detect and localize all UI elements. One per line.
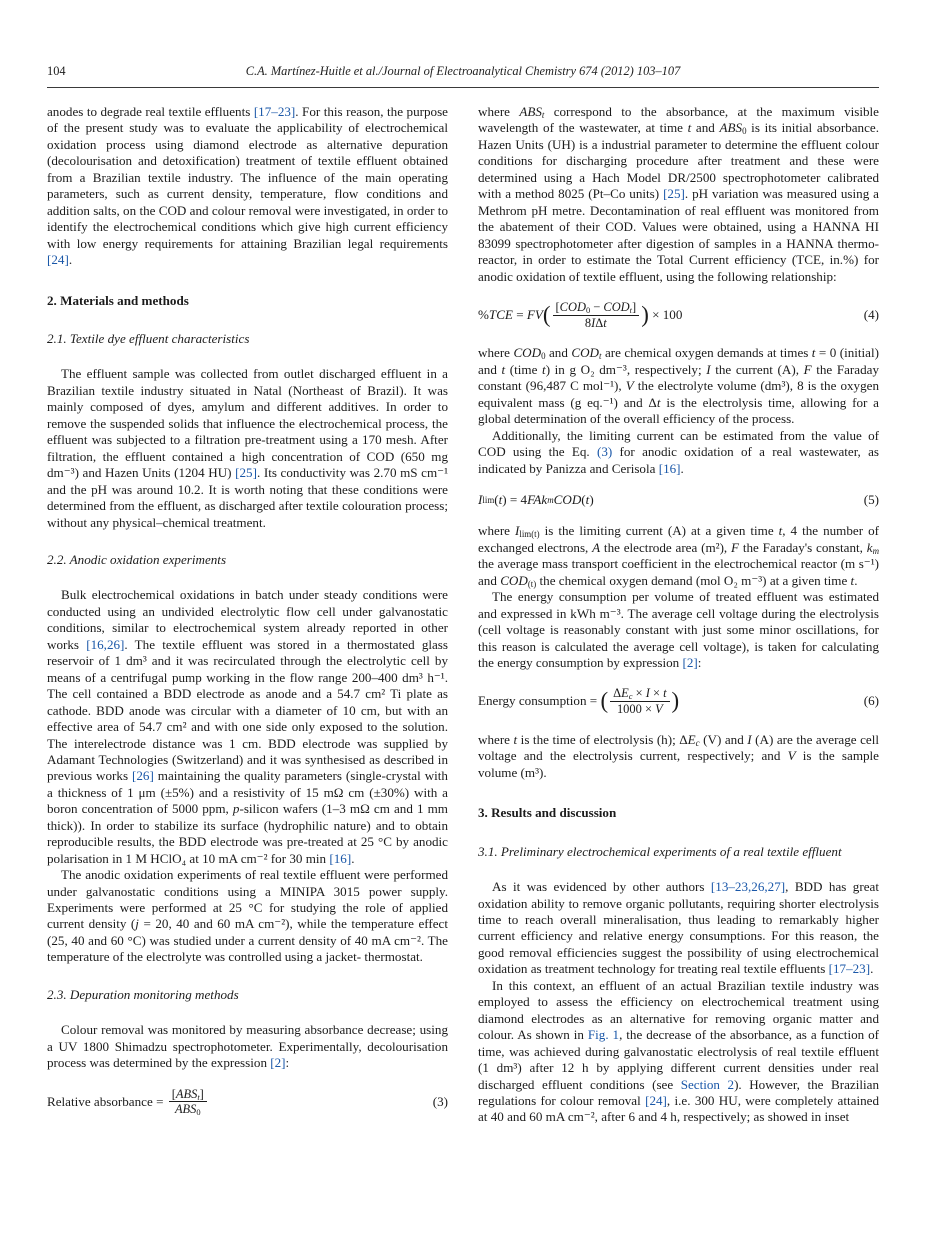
text-run: where [478,104,520,119]
text-run: FV [526,306,543,322]
subsection-heading: 2.3. Depuration monitoring methods [47,986,239,1002]
text-run: t [629,304,633,315]
text-run: t [656,394,661,410]
text-run: is its initial absorbance. Hazen Units (UH) is a industrial parameter to determine the effluent colour conditions for discharging procedure after treatment and these were determined using a Hach Model DR/2500 spectrophotometer calibrated with a method 8025 (Pt–Co units) [478,120,879,202]
text-run: (V) and [699,731,748,747]
text-run: the Faraday constant (96,487 C mol⁻¹), [478,361,879,394]
text-run: − [590,299,604,314]
text-run: c [628,691,633,702]
text-run: . [870,961,874,977]
text-run: E [621,686,629,701]
equation [478,686,879,716]
citation-link[interactable]: Section 2 [680,1076,735,1092]
text-run: , the decrease of the absorbance, as a function of time, was achieved during galvanostatic electrolysis of real textile effluent (1 dm³) after 12 h by applying different current densities under real discharged effluent conditions (see [478,1027,879,1092]
text-run: the electrode area (m²), [600,539,732,555]
paragraph [478,978,879,1126]
citation-link[interactable]: [13–23,26,27] [710,879,786,895]
text-run: ] [632,299,637,314]
text-run: m [872,545,879,556]
paragraph [478,589,879,671]
citation-link[interactable]: (3) [596,444,613,460]
text-run: t [687,120,692,136]
text-run: I [706,361,711,377]
paragraph [478,523,879,589]
text-run: is the time of electrolysis (h); Δ [517,731,688,747]
text-run: anodes to degrade real textile effluents [47,104,254,119]
fraction [553,300,640,330]
text-run: ). However, the Brazilian regulations for colour removal [478,1076,879,1108]
text-run: . [854,572,858,588]
text-run: t [498,491,503,507]
equation-number: (6) [863,693,879,709]
text-run: -silicon wafers (1–3 mΩ cm and 1 mm thick)). In order to stabilize its surface (hydrophilic nature) and to obtain reproducible results, the BDD electrode was pre-treated at 25 °C by anodic polarisation in 1 M HClO₄ at 10 mA cm⁻² for 30 min [47,801,448,866]
text-run: COD [571,345,600,361]
page-header [47,64,879,79]
text-run: . [680,460,684,476]
text-run: COD [603,299,630,314]
text-run: t [850,572,855,588]
text-run: where [478,731,514,747]
equation-body [478,300,682,330]
text-run: I [747,731,752,747]
text-run: for anodic oxidation of a real wastewater, as indicated by Panizza and Cerisola [478,444,880,476]
text-run: Additionally, the limiting current can be estimated from the value of COD using the Eq. [478,427,879,460]
text-run: 0 [541,351,546,362]
text-run: and [691,120,720,136]
text-run: is the electrolysis time, allowing for a global determination of the overall efficiency of the process. [478,394,879,427]
text-run: t [197,1091,200,1102]
equation-number: (5) [863,491,879,507]
text-run: I [591,315,596,330]
subsection-heading: 3.1. Preliminary electrochemical experiments of a real textile effluent [478,843,842,859]
text-run: where [478,523,515,539]
text-run: ABS [175,1086,198,1101]
section-heading: 3. Results and discussion [478,805,617,821]
citation-link[interactable]: [26] [131,768,154,784]
text-run: , i.e. 300 HU, were completely attained at 40 and 60 mA cm⁻², after 6 and 4 h, respectively; as showed in inset [478,1092,879,1125]
text-run: the current (A), [710,361,804,377]
text-run: t [599,351,602,362]
text-run: c [695,737,700,748]
paragraph [47,867,448,966]
paragraph [478,428,879,477]
citation-link[interactable]: [16] [658,460,681,476]
text-run: Δ [595,315,604,330]
text-run: t [541,109,545,120]
text-run: t [513,731,518,747]
text-run: FAk [527,491,548,507]
text-run: = [512,306,527,322]
text-run: I [514,523,520,539]
text-run: % [478,306,489,322]
text-run: E [687,731,696,747]
text-run: t [663,686,667,701]
text-run: 0 [196,1107,201,1118]
text-run: t [542,361,546,377]
text-run: The energy consumption per volume of treated effluent was estimated and expressed in kWh m⁻³. The average cell voltage during the electrolysis (cell voltage is reasonably constant with just some minor oscillations, for this reason is calculated the average cell voltage), is taken for calculating the energy consumption by expression [478,589,879,671]
two-column-body [47,104,879,1132]
subsection-heading: 2.1. Textile dye effluent characteristics [47,330,250,346]
text-run: COD [513,345,542,361]
text-run: t [501,361,506,377]
text-run: is the sample volume (m³). [478,748,879,780]
equation-number: (3) [432,1093,448,1109]
citation-link[interactable]: [17–23] [828,961,871,977]
citation-link[interactable]: [16,26] [86,636,125,652]
text-run: A [592,539,601,555]
text-run: (time [505,361,543,377]
text-run: t [778,523,783,539]
equation [47,1087,448,1117]
text-run: ) [671,688,680,714]
fraction [169,1087,207,1117]
text-run: COD [553,491,582,507]
paragraph [47,1022,448,1071]
text-run: . [68,252,73,268]
text-run: ) in g O₂ dm⁻³, respectively; [545,361,707,377]
equation [478,492,879,508]
text-run: ( [494,491,499,507]
text-run: In this context, an effluent of an actual Brazilian textile industry was employed to assess the efficiency on electrochemical treatment using diamond electrodes as an alternative for removing organic matter and colour. As shown in [478,977,879,1043]
paragraph [478,104,879,285]
text-run: (t) [527,578,537,589]
text-run: are chemical oxygen demands at times [601,345,812,361]
text-run: . Its conductivity was 2.70 mS cm⁻¹ and the pH was around 10.2. It is worth noting that these conditions were determined from the effluent, as discharged after textile colouration process; without any physical–chemical treatment. [47,465,449,530]
text-run: 0 [585,304,591,315]
paragraph [478,732,879,781]
text-run: The effluent sample was collected from outlet discharged effluent in a Brazilian textile industry situated in Natal (Northeast of Brazil). It was mainly composed of dyes, amylum and different additives. In order to remove the suspended solids that influence the electrochemical process, the effluent was subjected to a filtration pre-treatment using a 170 mesh. After filtration, the effluent contained a high concentration of COD (650 mg dm⁻³) and Hazen Units (1204 HU) [47,366,448,481]
text-run: The anodic oxidation experiments of real textile effluent were performed under galvanostatic conditions using a MINIPA 3015 power supply. Experiments were performed at 25 °C for studying the role of applied current density ( [47,867,448,932]
text-run: t [603,315,607,330]
citation-link[interactable]: [24] [645,1092,667,1108]
text-run: Relative absorbance = [47,1093,167,1109]
citation-link[interactable]: [25] [663,186,685,202]
equation-body: I lim ( t ) = 4 FAk m COD ( t ) [478,491,594,507]
text-run: ) = 4 [502,491,528,507]
text-run: p [232,801,240,817]
text-run: ( [581,491,586,507]
text-run: V [655,702,663,717]
text-run: As it was evidenced by other authors [492,879,711,895]
text-run: Energy consumption = [478,693,601,709]
text-run: t [811,345,816,361]
left-column [47,104,448,1132]
text-run: I [478,491,483,507]
text-run: : [697,655,702,671]
text-run: V [625,378,634,394]
text-run: I [645,686,650,701]
fraction [610,686,669,716]
citation-link[interactable]: [2] [682,655,698,671]
text-run: V [787,748,796,764]
text-run: . pH variation was measured using a Methrom pH metre. Decontamination of real effluent was monitored from the abatement of their COD. Values were obtained, using a HANNA HI 83099 spectrophotometer after digestion of samples in a HANNA thermo-reactor, in order to estimate the Total Current efficiency (TCE, in.%) for anodic oxidation of textile effluent, using the following relationship: [478,186,879,284]
text-run: : [285,1055,290,1071]
text-run: ABS [174,1102,197,1117]
text-run: t [585,491,590,507]
text-run: = 0 (initial) and [478,345,879,377]
right-column [478,104,879,1132]
text-run: COD [500,572,528,588]
text-run: . The textile effluent was stored in a thermostated glass reservoir of 1 dm³ and it was recirculated through the electrolytic cell by means of a centrifugal pump working in the flow range 200–400 dm³ h⁻¹. The cell contained a BDD electrode as anode and a 54.7 cm² Ti plate as cathode. BDD anode was circular with a diameter of 10 cm, but with an effective area of 54.7 cm² and with one side only exposed to the solution. The interelectrode distance was 1 cm. BDD electrode was supplied by Adamant Technologies (Switzerland) and it was synthesised as described in previous works [47,636,449,784]
text-run: 0 [742,126,747,137]
paragraph [47,587,448,867]
text-run: × 100 [648,306,683,322]
text-run: ( [542,301,551,327]
citation-link[interactable]: [24] [47,252,69,268]
subsection-heading: 2.2. Anodic oxidation experiments [47,551,227,567]
text-run: Colour removal was monitored by measuring absorbance decrease; using a UV 1800 Shimadzu spectrophotometer. Experimentally, decolourisation process was determined by the expression [47,1022,448,1071]
citation-link[interactable]: Fig. 1 [587,1027,620,1043]
page-number: 104 [47,64,66,78]
text-run: the electrolyte volume (dm³), 8 is the oxygen equivalent mass (g eq.⁻¹) and Δ [478,378,879,410]
text-run: ) [589,491,594,507]
text-run: Δ [613,686,622,701]
section-heading: 2. Materials and methods [47,292,189,308]
citation-link[interactable]: [16] [329,850,352,866]
text-run: Bulk electrochemical oxidations in batch under steady conditions were conducted using an undivided electrolytic flow cell under galvanostatic conditions, similar to electrochemical system already reported in other works [47,587,448,652]
equation [478,300,879,330]
text-run: ABS [719,120,743,136]
text-run: is the limiting current (A) at a given time [539,523,779,539]
header-rule [47,87,879,88]
paragraph [47,104,448,269]
text-run: and [545,345,572,361]
text-run: (A) are the average cell voltage and the electrolysis current, respectively; and [478,731,880,764]
equation-body [47,1087,209,1117]
citation-link[interactable]: [2] [270,1055,286,1071]
text-run: the chemical oxygen demand (mol O₂ m⁻³) at a given time [536,572,851,588]
text-run: F [803,361,812,377]
text-run: × [632,686,646,701]
text-run: k [866,539,873,555]
paragraph [478,879,879,978]
text-run: ] [199,1086,204,1101]
text-run: 1000 × [616,702,656,717]
text-run: = 20, 40 and 60 mA cm⁻²), while the temperature effect (25, 40 and 60 °C) was studied under a current density of 40 mA cm⁻². The temperature of the electrolyte was controlled using a jacket- thermostat. [47,916,448,965]
paragraph [47,366,448,531]
text-run: TCE [488,306,513,322]
citation-link[interactable]: [17–23] [253,104,296,119]
text-run: the Faraday's constant, [739,539,867,555]
text-run: . For this reason, the purpose of the present study was to evaluate the applicability of electrochemical oxidation process using diamond electrode as alternative depuration (decolourisation and detoxification) treatment of textile effluent obtained from a Brazilian textile industry. The influence of the main operating parameters, such as current density, temperature, flow conditions and addition salts, on the COD and colour removal were investigated, in order to identify the electrochemical conditions which give high current efficiency with low energy requirements for attaining Brazilian legal requirements [47,104,448,251]
equation-number: (4) [863,306,879,322]
text-run: [ [171,1086,176,1101]
running-head: C.A. Martínez-Huitle et al./Journal of Electroanalytical Chemistry 674 (2012) 103–107 [245,64,681,78]
text-run: 8 [584,315,592,330]
text-run: ( [600,688,609,714]
text-run: , BDD has great oxidation ability to remove organic pollutants, requiring shorter electrolysis time to reach overall mineralisation, thus leading to remarkably higher current efficiency and relative energy consumptions. For this reason, the good removal efficiencies suggest the possibility of using electrochemical oxidation as treatment technology for treating real textile effluents [478,879,879,977]
text-run: where [478,345,514,361]
text-run: × [649,686,664,701]
text-run: ABS [519,104,542,119]
text-run: COD [559,299,586,314]
text-run: the average mass transport coefficient in the electrochemical reactor (m s⁻¹) and [478,556,879,588]
text-run: correspond to the absorbance, at the maximum visible wavelength of the wastewater, at time [478,104,879,136]
citation-link[interactable]: [25] [235,465,257,481]
equation-body [478,686,679,716]
text-run: F [731,539,740,555]
text-run: ) [641,301,649,327]
paragraph [478,345,879,427]
text-run: . [351,850,355,866]
text-run: maintaining the quality parameters (single-crystal with a thickness of 1 μm (±5%) and a resistivity of 15 mΩ cm (±30%) with a boron concentration of 5000 ppm, [47,768,448,817]
text-run: , 4 the number of exchanged electrons, [478,523,879,555]
text-run: j [135,916,139,932]
text-run: [ [555,299,560,314]
text-run: lim(t) [519,529,540,540]
